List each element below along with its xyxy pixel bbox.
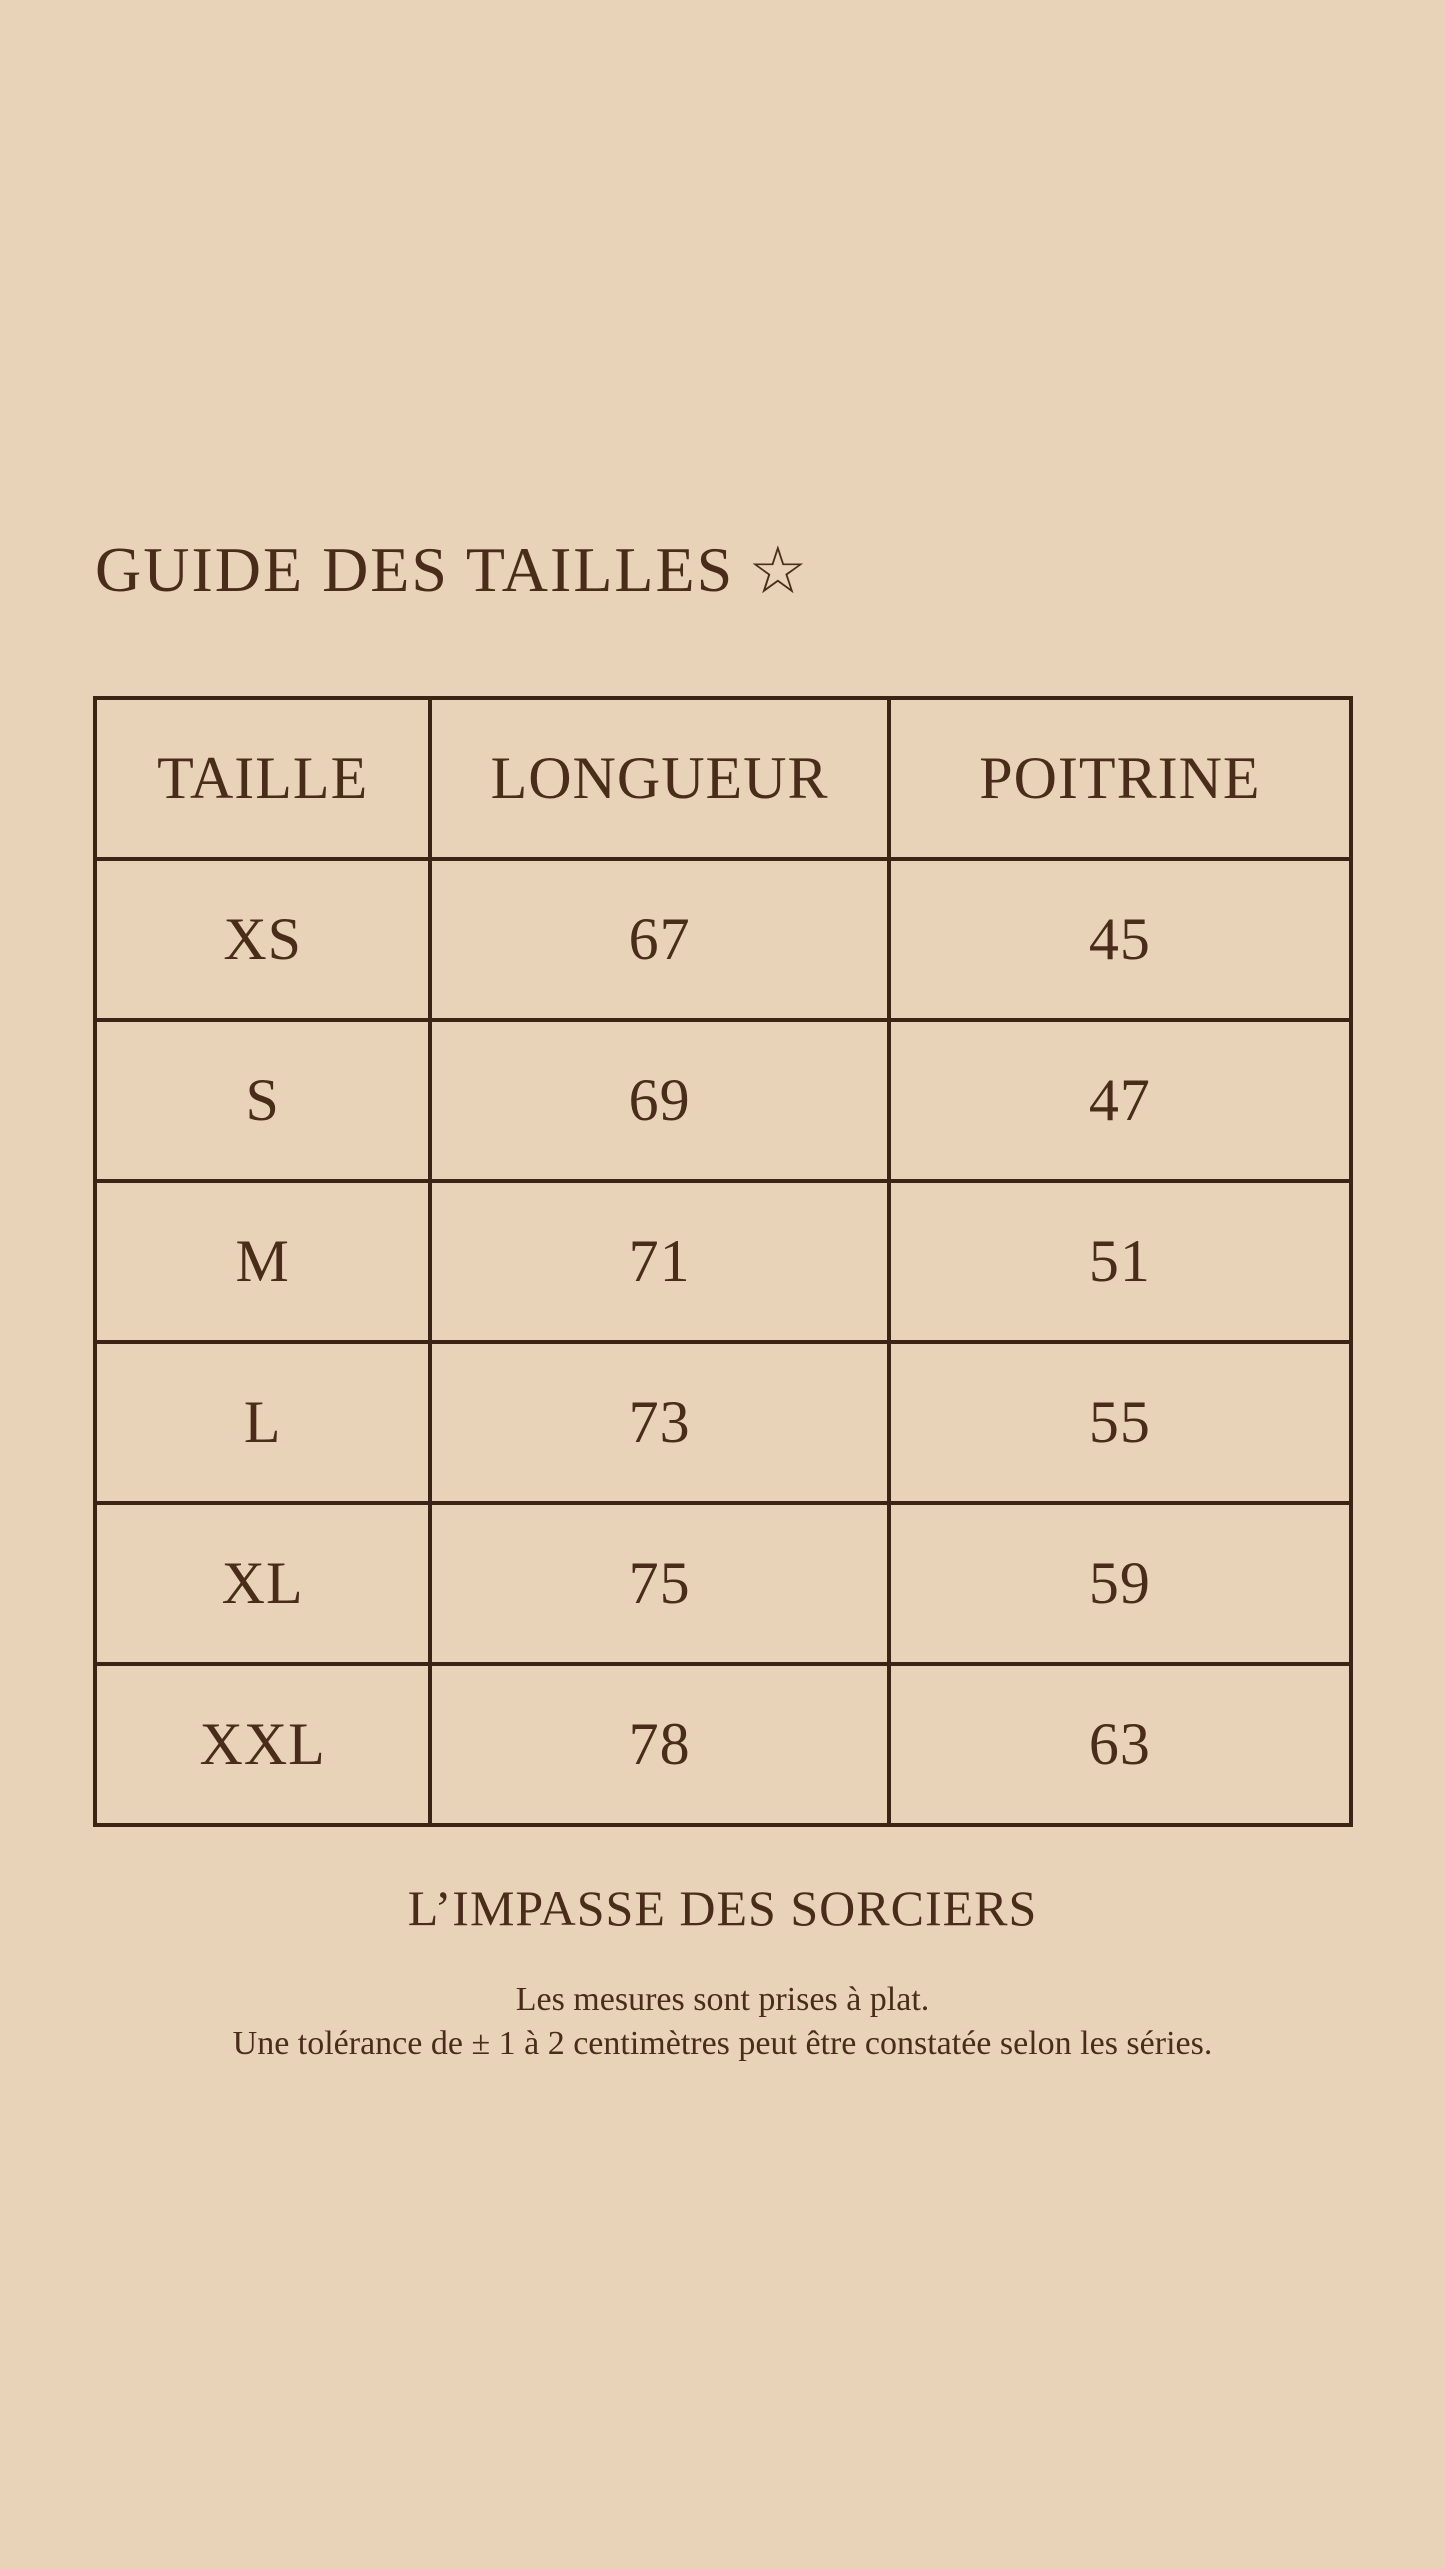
chest-value-cell: 59 bbox=[889, 1503, 1351, 1664]
table-row bbox=[95, 1503, 1351, 1664]
size-table bbox=[93, 696, 1353, 1827]
size-label-cell: L bbox=[95, 1342, 430, 1503]
measurement-notes bbox=[0, 1978, 1445, 2066]
length-value-cell: 71 bbox=[430, 1181, 888, 1342]
size-label-cell: XS bbox=[95, 859, 430, 1020]
table-row bbox=[95, 1664, 1351, 1825]
note-line-2: Une tolérance de ± 1 à 2 centimètres peut être constatée selon les séries. bbox=[232, 2025, 1213, 2062]
length-value-cell: 73 bbox=[430, 1342, 888, 1503]
brand-name: L’IMPASSE DES SORCIERS bbox=[407, 1880, 1038, 1936]
table-row bbox=[95, 1020, 1351, 1181]
header-cell-taille: TAILLE bbox=[95, 698, 430, 859]
table-row bbox=[95, 859, 1351, 1020]
table-row bbox=[95, 1342, 1351, 1503]
chest-value-cell: 51 bbox=[889, 1181, 1351, 1342]
length-value-cell: 67 bbox=[430, 859, 888, 1020]
note-line-1: Les mesures sont prises à plat. bbox=[515, 1981, 930, 2018]
page-title-text: GUIDE DES TAILLES bbox=[95, 534, 735, 605]
length-value-cell: 78 bbox=[430, 1664, 888, 1825]
length-value-cell: 69 bbox=[430, 1020, 888, 1181]
chest-value-cell: 47 bbox=[889, 1020, 1351, 1181]
length-value-cell: 75 bbox=[430, 1503, 888, 1664]
chest-value-cell: 55 bbox=[889, 1342, 1351, 1503]
size-label-cell: XL bbox=[95, 1503, 430, 1664]
header-cell-poitrine: POITRINE bbox=[889, 698, 1351, 859]
table-header-row bbox=[95, 698, 1351, 859]
table-row bbox=[95, 1181, 1351, 1342]
size-label-cell: M bbox=[95, 1181, 430, 1342]
star-icon: ☆ bbox=[748, 532, 810, 609]
chest-value-cell: 63 bbox=[889, 1664, 1351, 1825]
header-cell-longueur: LONGUEUR bbox=[430, 698, 888, 859]
size-label-cell: XXL bbox=[95, 1664, 430, 1825]
size-label-cell: S bbox=[95, 1020, 430, 1181]
chest-value-cell: 45 bbox=[889, 859, 1351, 1020]
page-title bbox=[95, 532, 810, 609]
